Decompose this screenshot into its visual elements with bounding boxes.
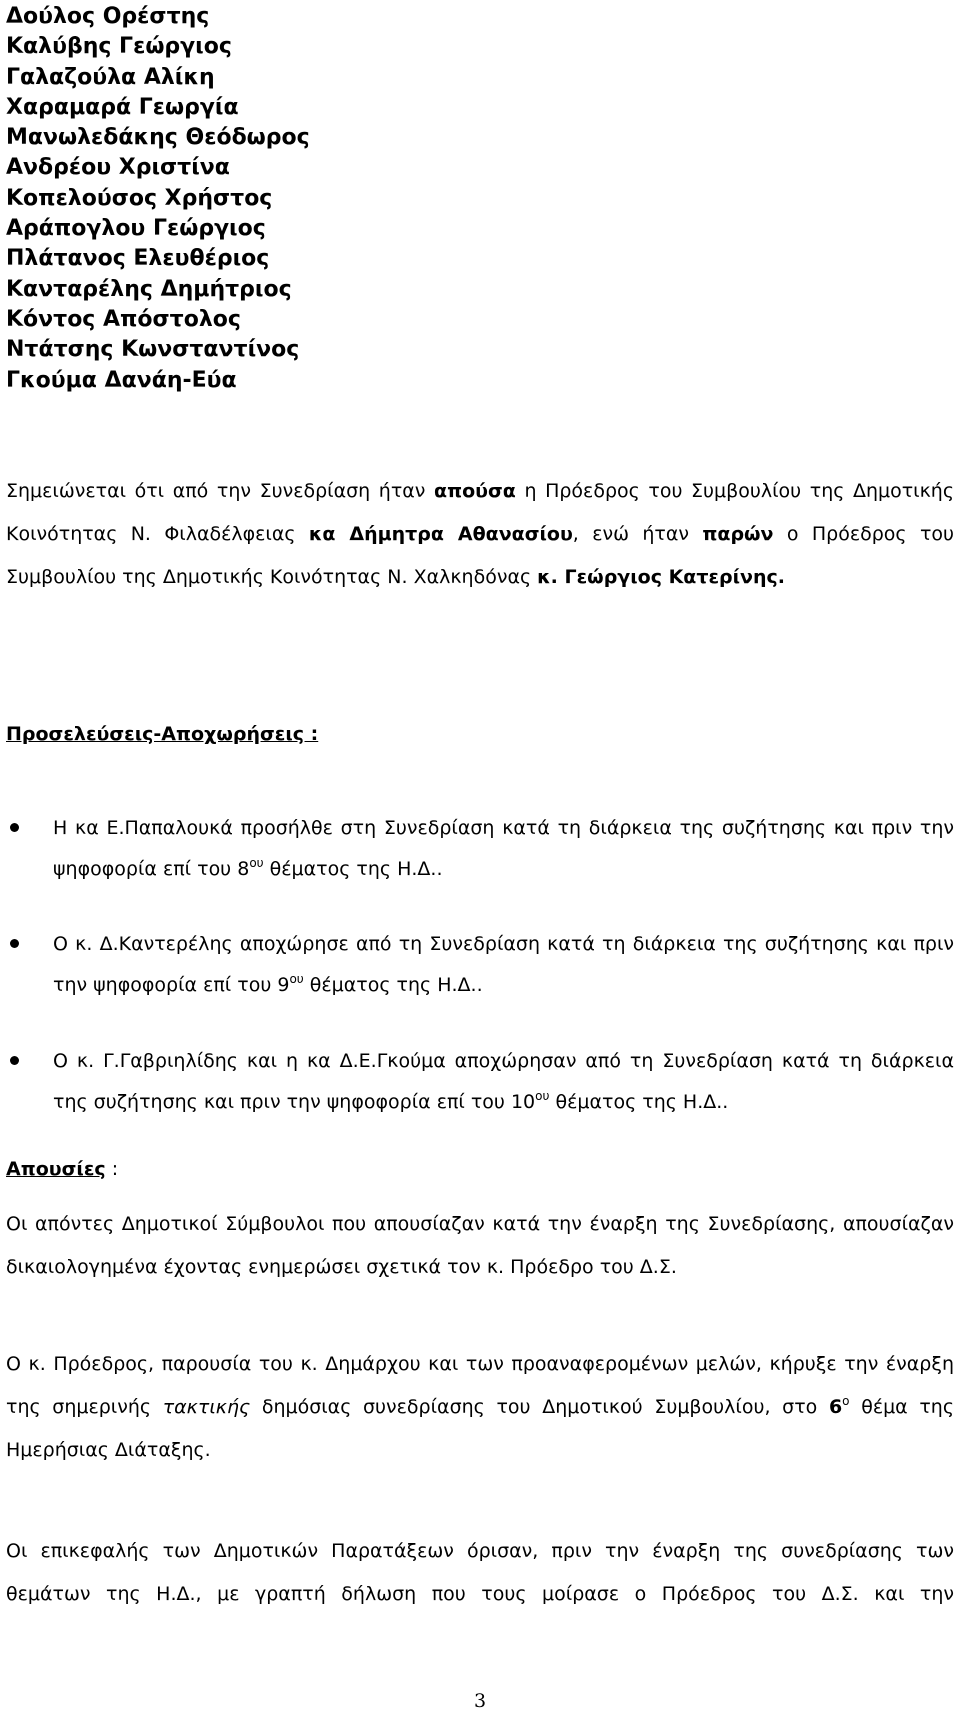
bullet-icon bbox=[10, 1056, 19, 1065]
attendee-name: Γαλαζούλα Αλίκη bbox=[6, 64, 215, 90]
chair-opening-paragraph bbox=[6, 1343, 954, 1472]
attendee-name: Ντάτσης Κωνσταντίνος bbox=[6, 337, 300, 363]
attendee-name: Δούλος Ορέστης bbox=[6, 4, 210, 29]
arrivals-heading-text: Προσελεύσεις-Αποχωρήσεις : bbox=[6, 723, 319, 745]
absences-paragraph: Οι απόντες Δημοτικοί Σύμβουλοι που απουσίαζαν κατά την έναρξη της Συνεδρίασης, απουσίαζαν δικαιολογημένα έχοντας ενημερώσει σχετικά τον κ. Πρόεδρο του Δ.Σ. bbox=[6, 1213, 954, 1278]
bullet-icon bbox=[10, 939, 19, 948]
arrival-entry-text: θέματος της Η.Δ.. bbox=[303, 974, 483, 996]
absence-note-text: Σημειώνεται ότι από την Συνεδρίαση ήταν bbox=[6, 480, 435, 502]
agenda-item-number: 6 bbox=[828, 1396, 843, 1418]
chair-opening-text: θέμα της Ημερήσιας Διάταξης. bbox=[6, 1396, 955, 1461]
page-number: 3 bbox=[473, 1690, 487, 1712]
attendee-list bbox=[6, 2, 310, 396]
absences-heading-text: Απουσίες bbox=[6, 1158, 106, 1180]
arrivals-heading bbox=[6, 722, 318, 746]
arrival-entry-text: θέματος της Η.Δ.. bbox=[263, 858, 443, 880]
attendee-name: Χαραμαρά Γεωργία bbox=[6, 94, 239, 120]
chair-opening-text: δημόσιας συνεδρίασης του Δημοτικού Συμβουλίου, στο bbox=[250, 1396, 829, 1418]
absence-note-text: ο Πρόεδρος του Συμβουλίου της Δημοτικής Κοινότητας Ν. Χαλκηδόνας bbox=[6, 523, 954, 588]
arrival-entry bbox=[53, 1041, 954, 1123]
arrival-entry-text: Η κα Ε.Παπαλουκά προσήλθε στη Συνεδρίαση κατά τη διάρκεια της συζήτησης και πριν την ψηφοφορία επί του 8 bbox=[53, 817, 954, 880]
absence-note-paragraph bbox=[6, 470, 954, 599]
attendee-name: Καλύβης Γεώργιος bbox=[6, 34, 232, 60]
absence-note-bold: κα Δήμητρα Αθανασίου bbox=[308, 523, 573, 545]
absence-note-bold: παρών bbox=[702, 523, 774, 545]
ordinal-superscript: ου bbox=[535, 1089, 550, 1103]
attendee-name: Κόντος Απόστολος bbox=[6, 306, 241, 332]
attendee-name: Αράπογλου Γεώργιος bbox=[6, 216, 266, 242]
arrival-entry-text: θέματος της Η.Δ.. bbox=[549, 1091, 729, 1113]
absence-note-text: η Πρόεδρος του Συμβουλίου της Δημοτικής Κοινότητας Ν. Φιλαδέλφειας bbox=[6, 480, 955, 545]
attendee-name: Γκούμα Δανάη-Εύα bbox=[6, 367, 237, 393]
attendee-name: Κοπελούσος Χρήστος bbox=[6, 185, 273, 211]
absences-heading bbox=[6, 1157, 118, 1181]
chair-opening-text: Ο κ. Πρόεδρος, παρουσία του κ. Δημάρχου και των προαναφερομένων μελών, κήρυξε την έναρξη της σημερινής bbox=[6, 1353, 954, 1418]
ordinal-superscript: ου bbox=[249, 856, 264, 870]
arrival-entry-text: Ο κ. Δ.Καντερέλης αποχώρησε από τη Συνεδρίαση κατά τη διάρκεια της συζήτησης και πριν την ψηφοφορία επί του 9 bbox=[53, 933, 954, 996]
chair-opening-italic: τακτικής bbox=[162, 1396, 251, 1418]
arrival-entry bbox=[53, 808, 954, 890]
bullet-icon bbox=[10, 823, 19, 832]
ordinal-superscript: ο bbox=[842, 1394, 850, 1408]
faction-leaders-paragraph: Οι επικεφαλής των Δημοτικών Παρατάξεων όρισαν, πριν την έναρξη της συνεδρίασης των θεμάτων της Η.Δ., με γραπτή δήλωση που τους μοίρασε ο Πρόεδρος του Δ.Σ. και την bbox=[6, 1540, 954, 1605]
absence-note-bold: κ. Γεώργιος Κατερίνης. bbox=[537, 566, 786, 588]
arrival-entry bbox=[53, 924, 954, 1006]
attendee-name: Πλάτανος Ελευθέριος bbox=[6, 246, 270, 272]
ordinal-superscript: ου bbox=[289, 972, 304, 986]
attendee-name: Κανταρέλης Δημήτριος bbox=[6, 276, 292, 302]
absence-note-bold: απούσα bbox=[434, 480, 516, 502]
absences-heading-colon: : bbox=[105, 1158, 119, 1180]
attendee-name: Ανδρέου Χριστίνα bbox=[6, 155, 230, 181]
arrival-entry-text: Ο κ. Γ.Γαβριηλίδης και η κα Δ.Ε.Γκούμα αποχώρησαν από τη Συνεδρίαση κατά τη διάρκεια της συζήτησης και πριν την ψηφοφορία επί του 10 bbox=[53, 1050, 954, 1113]
absence-note-text: , ενώ ήταν bbox=[572, 523, 703, 545]
attendee-name: Μανωλεδάκης Θεόδωρος bbox=[6, 125, 310, 151]
